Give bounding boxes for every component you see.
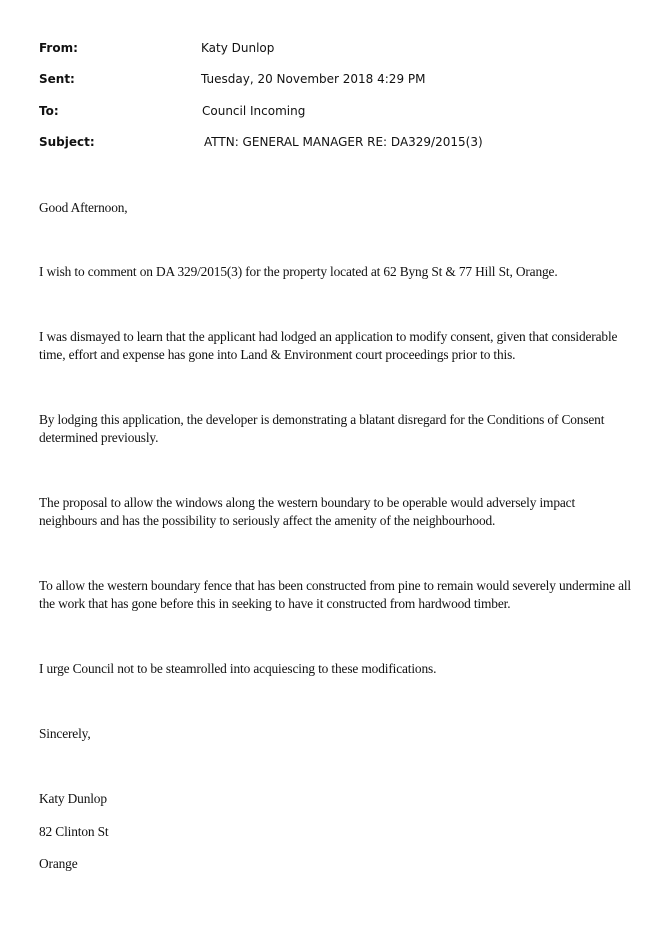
from-value: Katy Dunlop: [201, 41, 275, 55]
closing: Sincerely,: [39, 726, 91, 741]
body-paragraph: The proposal to allow the windows along the western boundary to be operable would adversely impact neighbours and has the possibility to seriously affect the amenity of the neighbourhood.: [39, 495, 576, 528]
sent-label: Sent:: [39, 72, 75, 86]
to-value: Council Incoming: [202, 104, 306, 118]
sent-value: Tuesday, 20 November 2018 4:29 PM: [201, 72, 426, 86]
body-paragraph: I urge Council not to be steamrolled into acquiescing to these modifications.: [39, 661, 437, 676]
signature-name: Katy Dunlop: [39, 791, 107, 806]
greeting: Good Afternoon,: [39, 200, 128, 215]
body-paragraph: I wish to comment on DA 329/2015(3) for the property located at 62 Byng St & 77 Hill St, Orange.: [39, 264, 558, 279]
body-paragraph: By lodging this application, the developer is demonstrating a blatant disregard for the Conditions of Consent determined previously.: [39, 412, 605, 445]
signature-address: 82 Clinton St: [39, 824, 109, 839]
body-paragraph: To allow the western boundary fence that has been constructed from pine to remain would severely undermine all the work that has gone before this in seeking to have it constructed from hardwood timber.: [39, 578, 632, 611]
signature-city: Orange: [39, 856, 78, 871]
body-paragraph: I was dismayed to learn that the applicant had lodged an application to modify consent, given that considerable time, effort and expense has gone into Land & Environment court proceedings prior to this.: [39, 329, 618, 362]
to-label: To:: [39, 104, 59, 118]
subject-value: ATTN: GENERAL MANAGER RE: DA329/2015(3): [204, 135, 483, 149]
subject-label: Subject:: [39, 135, 95, 149]
from-label: From:: [39, 41, 78, 55]
